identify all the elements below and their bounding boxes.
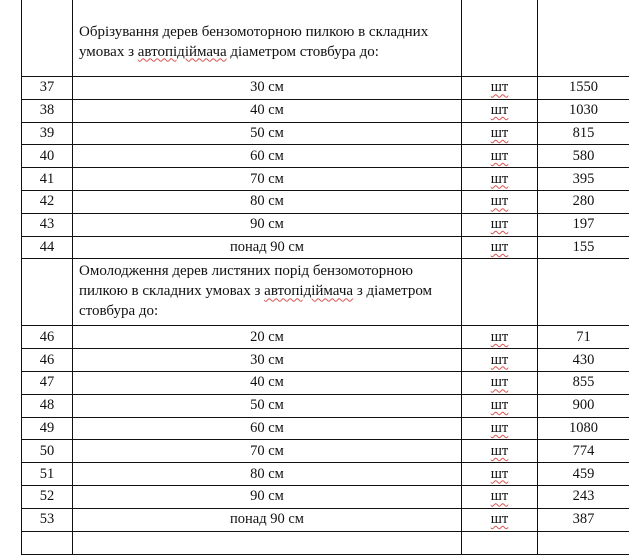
row-diameter: 50 см (73, 122, 462, 145)
row-number: 38 (22, 99, 73, 122)
table-row (22, 463, 629, 486)
qty-cell (538, 0, 629, 77)
row-diameter: 70 см (73, 440, 462, 463)
unit-cell (462, 259, 538, 326)
row-quantity: 900 (538, 394, 629, 417)
table-row (22, 77, 629, 100)
row-diameter: 40 см (73, 371, 462, 394)
table-row (22, 168, 629, 191)
row-unit: шт (462, 349, 538, 372)
row-unit: шт (462, 417, 538, 440)
table-row (22, 99, 629, 122)
row-diameter: 80 см (73, 463, 462, 486)
row-diameter: 30 см (73, 77, 462, 100)
row-quantity: 71 (538, 326, 629, 349)
num-cell (22, 531, 73, 554)
row-unit: шт (462, 190, 538, 213)
row-unit: шт (462, 326, 538, 349)
row-unit: шт (462, 122, 538, 145)
row-quantity: 1080 (538, 417, 629, 440)
row-unit: шт (462, 236, 538, 259)
row-unit: шт (462, 99, 538, 122)
row-quantity: 774 (538, 440, 629, 463)
row-diameter: 30 см (73, 349, 462, 372)
table-row (22, 326, 629, 349)
unit-cell (462, 0, 538, 77)
row-unit: шт (462, 508, 538, 531)
table-row (22, 508, 629, 531)
row-quantity: 387 (538, 508, 629, 531)
row-number: 48 (22, 394, 73, 417)
row-unit: шт (462, 213, 538, 236)
unit-cell (462, 531, 538, 554)
table-row (22, 485, 629, 508)
table-row (22, 394, 629, 417)
row-diameter: 60 см (73, 145, 462, 168)
row-unit: шт (462, 463, 538, 486)
row-quantity: 280 (538, 190, 629, 213)
row-number: 40 (22, 145, 73, 168)
price-table (21, 0, 629, 555)
row-quantity: 430 (538, 349, 629, 372)
row-unit: шт (462, 145, 538, 168)
row-quantity: 197 (538, 213, 629, 236)
row-number: 47 (22, 371, 73, 394)
row-diameter: 60 см (73, 417, 462, 440)
row-unit: шт (462, 168, 538, 191)
table-row (22, 145, 629, 168)
row-number: 50 (22, 440, 73, 463)
row-quantity: 815 (538, 122, 629, 145)
row-number: 52 (22, 485, 73, 508)
row-quantity: 459 (538, 463, 629, 486)
row-number: 53 (22, 508, 73, 531)
table-row (22, 236, 629, 259)
qty-cell (538, 531, 629, 554)
row-quantity: 395 (538, 168, 629, 191)
row-unit: шт (462, 485, 538, 508)
table-row (22, 349, 629, 372)
row-number: 42 (22, 190, 73, 213)
row-quantity: 243 (538, 485, 629, 508)
section-heading: Омолодження дерев листяних порід бензомоторною пилкою в складних умовах з автопідіймача з діаметром стовбура до: (73, 259, 462, 326)
table-row (22, 190, 629, 213)
table-row (22, 417, 629, 440)
section-heading-row (22, 259, 629, 326)
row-number: 46 (22, 349, 73, 372)
table-row (22, 440, 629, 463)
row-number: 49 (22, 417, 73, 440)
row-quantity: 855 (538, 371, 629, 394)
table-row (22, 213, 629, 236)
num-cell (22, 0, 73, 77)
row-diameter: 20 см (73, 326, 462, 349)
row-unit: шт (462, 77, 538, 100)
row-number: 43 (22, 213, 73, 236)
row-number: 46 (22, 326, 73, 349)
row-quantity: 580 (538, 145, 629, 168)
row-diameter: 50 см (73, 394, 462, 417)
row-unit: шт (462, 371, 538, 394)
section-heading-row (22, 0, 629, 77)
row-number: 37 (22, 77, 73, 100)
row-diameter: 80 см (73, 190, 462, 213)
row-quantity: 1030 (538, 99, 629, 122)
row-diameter: 40 см (73, 99, 462, 122)
table-row-continuation (22, 531, 629, 554)
row-diameter: 90 см (73, 213, 462, 236)
row-quantity: 155 (538, 236, 629, 259)
row-unit: шт (462, 394, 538, 417)
row-diameter: понад 90 см (73, 508, 462, 531)
qty-cell (538, 259, 629, 326)
table-row (22, 371, 629, 394)
row-unit: шт (462, 440, 538, 463)
row-diameter: понад 90 см (73, 236, 462, 259)
row-number: 41 (22, 168, 73, 191)
row-diameter: 70 см (73, 168, 462, 191)
row-number: 51 (22, 463, 73, 486)
num-cell (22, 259, 73, 326)
misspelled-word: автопідіймача (138, 44, 227, 60)
row-diameter: 90 см (73, 485, 462, 508)
row-quantity: 1550 (538, 77, 629, 100)
table-row (22, 122, 629, 145)
name-cell (73, 531, 462, 554)
row-number: 39 (22, 122, 73, 145)
misspelled-word: автопідіймача (264, 283, 353, 299)
section-heading: Обрізування дерев бензомоторною пилкою в складних умовах з автопідіймача діаметром стовбура до: (73, 0, 462, 77)
row-number: 44 (22, 236, 73, 259)
